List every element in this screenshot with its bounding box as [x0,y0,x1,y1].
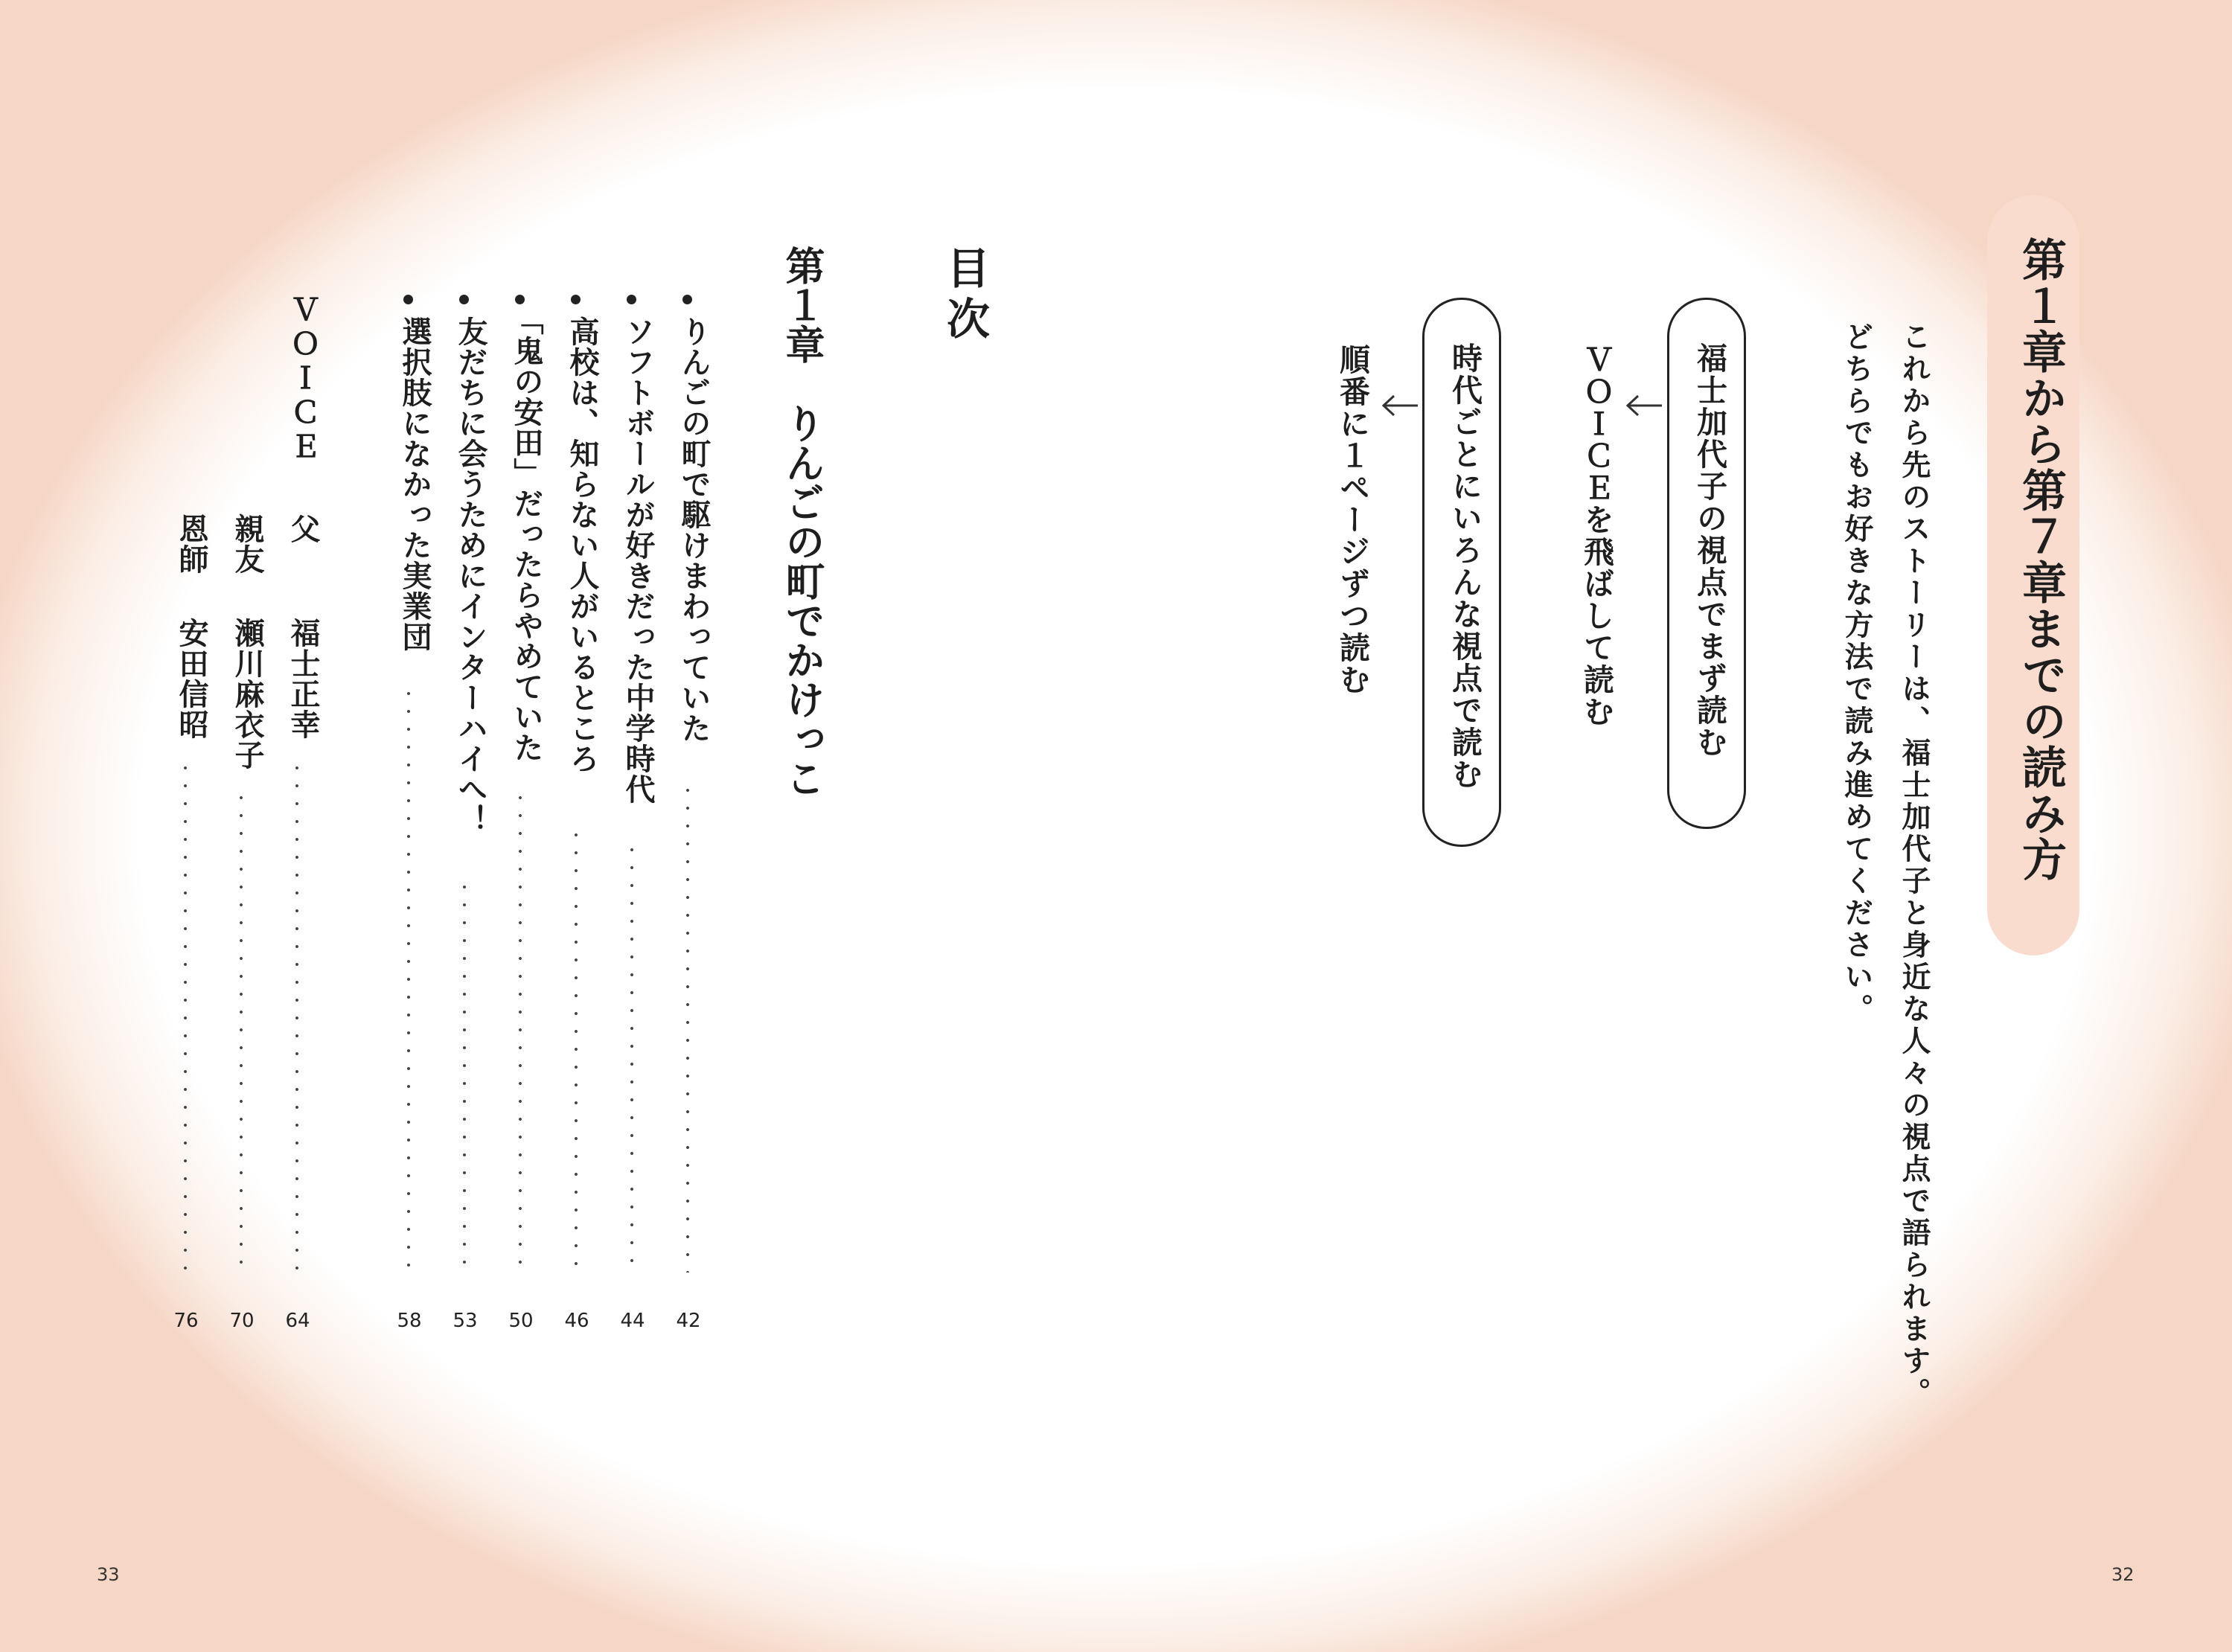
folio-left: 33 [97,1564,120,1585]
leader-dots [630,841,633,1272]
voice-role: 恩師 [174,513,208,574]
voice-name: 瀬川麻衣子 [230,618,264,770]
option-2-label: 時代ごとにいろんな視点で読む [1447,342,1483,790]
toc-entry-page: 50 [508,1310,534,1332]
bullet-dot-icon [682,295,692,304]
voice-page: 64 [285,1310,310,1332]
toc-entry-page: 46 [564,1310,589,1332]
leader-dots [184,759,187,1272]
page-title: 第１章から第７章までの読み方 [2015,237,2067,883]
voice-name: 福士正幸 [286,618,320,740]
voice-page: 70 [229,1310,255,1332]
intro-line-2: どちらでもお好きな方法で読み進めてください。 [1840,321,1873,1025]
leader-dots [407,685,410,1272]
intro-line-1: これから先のストーリーは、福士加代子と身近な人々の視点で語られます。 [1897,321,1931,1409]
toc-entry-title: 「鬼の安田」だったらやめていた [509,305,543,763]
toc-heading: 目次 [939,246,990,347]
toc-entry-page: 53 [453,1310,478,1332]
leader-dots [686,781,689,1272]
toc-entry-page: 42 [676,1310,701,1332]
toc-entry-page: 44 [620,1310,645,1332]
leader-dots [463,878,466,1272]
leader-dots [295,759,298,1272]
leader-dots [519,789,522,1272]
bullet-dot-icon [403,295,413,304]
bullet-dot-icon [571,295,581,304]
voice-role: 親友 [230,513,264,574]
toc-entry-title: 選択肢になかった実業団 [397,316,432,652]
toc-entry-title: ソフトボールが好きだった中学時代 [621,316,655,804]
folio-right: 32 [2111,1564,2135,1585]
voice-name: 安田信昭 [174,618,208,740]
option-1-next: ＶＯＩＣＥを飛ばして読む [1579,344,1614,728]
toc-entry-title: 友だちに会うためにインターハイへ！ [453,316,487,835]
left-arrow-icon [1382,394,1419,417]
chapter-title: 第１章 りんごの町でかけっこ [779,246,825,798]
leader-dots [240,789,243,1272]
toc-entry-title: りんごの町で駆けまわっていた [677,316,711,743]
bullet-dot-icon [515,295,525,304]
voice-page: 76 [173,1310,199,1332]
option-1-label: 福士加代子の視点でまず読む [1692,342,1727,758]
bullet-dot-icon [459,295,469,304]
option-2-next: 順番に１ページずつ読む [1334,344,1370,696]
bullet-dot-icon [627,295,636,304]
toc-entry-page: 58 [397,1310,422,1332]
leader-dots [575,826,578,1272]
voice-role: 父 [286,513,320,544]
voice-label: ＶＯＩＣＥ [286,294,320,465]
left-arrow-icon [1626,394,1663,417]
toc-entry-title: 高校は、知らない人がいるところ [565,316,599,774]
